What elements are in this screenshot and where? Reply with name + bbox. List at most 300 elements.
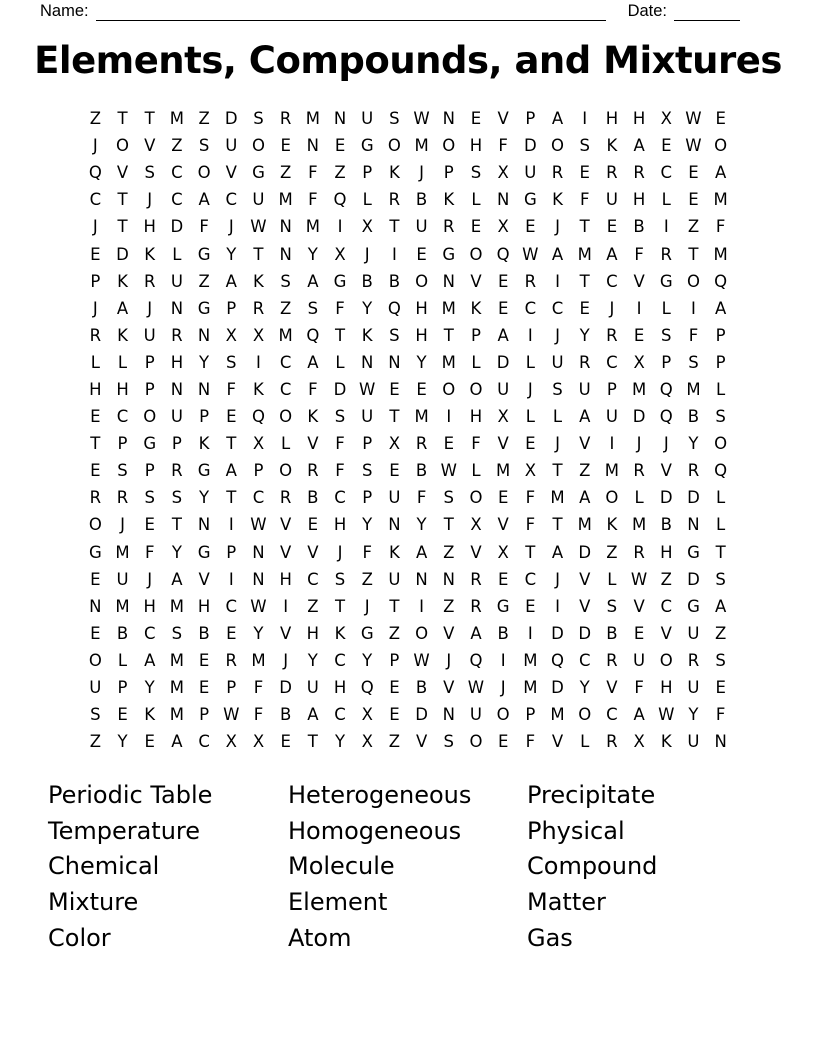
grid-letter: V xyxy=(307,542,319,562)
grid-letter: V xyxy=(579,434,591,454)
grid-letter: B xyxy=(388,271,401,291)
grid-letter: Y xyxy=(416,515,427,535)
grid-letter: A xyxy=(225,461,237,481)
grid-letter: S xyxy=(198,136,210,156)
grid-letter: K xyxy=(606,136,618,156)
grid-letter: O xyxy=(714,136,728,156)
grid-letter: L xyxy=(607,569,617,589)
grid-letter: V xyxy=(280,542,292,562)
grid-letter: E xyxy=(334,136,346,156)
grid-letter: B xyxy=(361,271,373,291)
grid-letter: N xyxy=(89,596,102,616)
grid-letter: K xyxy=(117,325,128,345)
grid-letter: O xyxy=(714,434,728,454)
grid-letter: J xyxy=(636,434,642,454)
grid-letter: H xyxy=(632,190,646,210)
grid-letter: W xyxy=(522,244,539,264)
grid-letter: A xyxy=(415,542,428,562)
grid-letter: T xyxy=(117,217,128,237)
word-list xyxy=(0,778,816,956)
grid-letter: O xyxy=(442,136,456,156)
grid-letter: N xyxy=(687,515,700,535)
word-list-item: Physical xyxy=(527,816,625,845)
grid-letter: U xyxy=(225,136,238,156)
grid-letter: U xyxy=(687,623,700,643)
grid-letter: O xyxy=(279,407,293,427)
grid-letter: M xyxy=(169,650,185,670)
grid-letter: I xyxy=(527,325,533,345)
grid-letter: M xyxy=(577,515,592,535)
grid-letter: L xyxy=(172,244,182,264)
grid-letter: D xyxy=(551,678,564,698)
grid-letter: F xyxy=(498,136,508,156)
grid-letter: H xyxy=(415,298,428,318)
grid-letter: Z xyxy=(443,596,455,616)
grid-letter: V xyxy=(633,596,645,616)
grid-letter: C xyxy=(578,650,591,670)
grid-letter: N xyxy=(197,379,211,399)
grid-letter: P xyxy=(661,352,672,372)
grid-letter: K xyxy=(198,434,210,454)
grid-letter: J xyxy=(147,569,153,589)
grid-letter: X xyxy=(470,515,482,535)
grid-letter: Y xyxy=(688,434,699,454)
grid-letter: U xyxy=(116,569,129,589)
grid-letter: R xyxy=(470,596,482,616)
grid-letter: F xyxy=(335,298,345,318)
grid-letter: Z xyxy=(715,623,727,643)
grid-letter: E xyxy=(470,109,482,129)
grid-letter: E xyxy=(525,596,536,616)
grid-letter: M xyxy=(278,325,293,345)
grid-letter: X xyxy=(633,732,645,752)
grid-letter: B xyxy=(497,623,509,643)
grid-letter: F xyxy=(416,488,427,508)
grid-letter: K xyxy=(552,190,563,210)
grid-letter: O xyxy=(469,244,483,264)
grid-letter: P xyxy=(144,379,155,399)
grid-letter: E xyxy=(416,244,427,264)
grid-letter: X xyxy=(388,434,401,454)
grid-letter: S xyxy=(144,163,155,183)
grid-letter: E xyxy=(90,569,101,589)
grid-letter: C xyxy=(334,705,346,725)
grid-letter: H xyxy=(170,352,184,372)
grid-letter: A xyxy=(497,325,509,345)
grid-letter: T xyxy=(226,434,237,454)
grid-letter: N xyxy=(170,298,184,318)
grid-letter: R xyxy=(633,163,645,183)
grid-letter: J xyxy=(337,542,343,562)
grid-letter: E xyxy=(579,163,590,183)
grid-letter: Z xyxy=(687,217,700,237)
grid-letter: I xyxy=(228,515,234,535)
grid-letter: U xyxy=(415,217,428,237)
grid-letter: K xyxy=(144,244,156,264)
grid-letter: A xyxy=(633,705,645,725)
grid-letter: G xyxy=(197,461,211,481)
grid-letter: T xyxy=(253,244,264,264)
grid-letter: T xyxy=(389,596,400,616)
grid-letter: U xyxy=(306,678,319,698)
grid-letter: S xyxy=(715,569,726,589)
grid-letter: W xyxy=(658,705,675,725)
grid-letter: K xyxy=(388,163,400,183)
grid-letter: I xyxy=(691,298,696,318)
grid-letter: Z xyxy=(198,109,210,129)
grid-letter: N xyxy=(333,109,347,129)
grid-letter: I xyxy=(419,596,425,616)
grid-letter: S xyxy=(715,407,726,427)
grid-letter: E xyxy=(633,325,645,345)
grid-letter: Q xyxy=(333,190,347,210)
grid-letter: M xyxy=(604,461,620,481)
grid-letter: H xyxy=(333,678,347,698)
grid-letter: L xyxy=(525,407,535,427)
grid-letter: F xyxy=(715,217,726,237)
grid-letter: N xyxy=(415,569,428,589)
grid-letter: I xyxy=(391,244,397,264)
grid-letter: F xyxy=(335,434,345,454)
grid-letter: K xyxy=(361,325,373,345)
grid-letter: X xyxy=(252,732,265,752)
grid-letter: G xyxy=(197,298,211,318)
grid-letter: O xyxy=(659,650,673,670)
grid-letter: P xyxy=(171,434,182,454)
grid-letter: C xyxy=(334,650,346,670)
grid-letter: W xyxy=(630,569,648,589)
grid-letter: S xyxy=(90,705,101,725)
grid-letter: O xyxy=(469,488,483,508)
grid-letter: X xyxy=(361,217,373,237)
grid-letter: E xyxy=(389,705,400,725)
grid-letter: E xyxy=(688,163,699,183)
grid-letter: S xyxy=(579,136,590,156)
grid-letter: E xyxy=(715,109,726,129)
grid-letter: M xyxy=(713,190,728,210)
word-list-item: Matter xyxy=(527,888,606,917)
grid-letter: S xyxy=(688,352,699,372)
grid-letter: U xyxy=(469,705,482,725)
grid-letter: Y xyxy=(171,542,182,562)
grid-letter: A xyxy=(144,650,156,670)
grid-letter: F xyxy=(253,678,264,698)
grid-letter: Y xyxy=(144,678,155,698)
grid-letter: Q xyxy=(469,650,483,670)
grid-letter: M xyxy=(550,705,565,725)
grid-letter: U xyxy=(89,678,102,698)
grid-letter: O xyxy=(88,515,102,535)
grid-letter: F xyxy=(362,542,372,562)
grid-letter: S xyxy=(443,488,455,508)
grid-letter: A xyxy=(551,109,564,129)
grid-letter: C xyxy=(171,163,183,183)
grid-letter: N xyxy=(361,352,374,372)
grid-letter: P xyxy=(199,705,210,725)
grid-letter: M xyxy=(305,109,320,129)
grid-letter: E xyxy=(280,732,291,752)
grid-letter: T xyxy=(334,325,346,345)
grid-letter: Z xyxy=(388,732,401,752)
grid-letter: C xyxy=(225,190,238,210)
grid-letter: X xyxy=(225,732,237,752)
grid-letter: K xyxy=(660,732,672,752)
grid-letter: X xyxy=(225,325,237,345)
grid-letter: E xyxy=(443,434,454,454)
page-title: Elements, Compounds, and Mixtures xyxy=(34,39,782,82)
grid-letter: V xyxy=(144,136,156,156)
grid-letter: R xyxy=(606,650,618,670)
grid-letter: A xyxy=(579,488,591,508)
grid-letter: R xyxy=(388,190,401,210)
grid-letter: K xyxy=(470,298,482,318)
word-list-item: Molecule xyxy=(288,852,395,881)
grid-letter: U xyxy=(578,379,591,399)
grid-letter: X xyxy=(252,325,265,345)
grid-letter: U xyxy=(524,163,537,183)
grid-letter: R xyxy=(116,488,129,508)
word-list-item: Color xyxy=(48,923,111,952)
grid-letter: S xyxy=(334,569,346,589)
grid-letter: S xyxy=(552,379,563,399)
grid-letter: V xyxy=(116,163,129,183)
grid-letter: F xyxy=(525,732,536,752)
grid-letter: Q xyxy=(88,163,102,183)
grid-letter: H xyxy=(333,515,347,535)
grid-letter: D xyxy=(224,109,238,129)
grid-letter: E xyxy=(470,217,482,237)
grid-letter: O xyxy=(197,163,211,183)
grid-letter: Z xyxy=(89,732,101,752)
grid-letter: A xyxy=(606,244,618,264)
grid-letter: L xyxy=(90,352,100,372)
grid-letter: J xyxy=(120,515,125,535)
grid-letter: E xyxy=(389,461,400,481)
grid-letter: H xyxy=(469,407,483,427)
grid-letter: X xyxy=(497,542,509,562)
grid-letter: V xyxy=(280,515,292,535)
grid-letter: P xyxy=(199,407,210,427)
grid-letter: Q xyxy=(387,298,401,318)
grid-letter: R xyxy=(171,461,183,481)
grid-letter: I xyxy=(527,623,533,643)
grid-letter: R xyxy=(606,732,618,752)
grid-letter: L xyxy=(716,515,726,535)
grid-letter: U xyxy=(170,407,183,427)
grid-letter: J xyxy=(283,650,289,670)
grid-letter: K xyxy=(117,271,128,291)
grid-letter: M xyxy=(577,244,592,264)
grid-letter: C xyxy=(225,596,238,616)
grid-letter: Q xyxy=(659,379,673,399)
grid-letter: O xyxy=(415,271,429,291)
grid-letter: E xyxy=(307,515,319,535)
grid-letter: S xyxy=(144,488,155,508)
grid-letter: A xyxy=(633,136,645,156)
grid-letter: C xyxy=(606,352,618,372)
grid-letter: C xyxy=(116,407,129,427)
grid-letter: F xyxy=(688,325,699,345)
word-list-item: Precipitate xyxy=(527,781,656,810)
grid-letter: M xyxy=(631,379,647,399)
grid-letter: J xyxy=(364,244,370,264)
grid-letter: S xyxy=(715,650,726,670)
grid-letter: R xyxy=(633,461,645,481)
grid-letter: J xyxy=(364,596,370,616)
grid-letter: R xyxy=(687,650,700,670)
grid-letter: V xyxy=(551,732,564,752)
grid-letter: Q xyxy=(360,678,374,698)
grid-letter: W xyxy=(413,109,430,129)
grid-letter: A xyxy=(715,163,727,183)
grid-letter: D xyxy=(415,705,428,725)
grid-letter: R xyxy=(279,109,292,129)
grid-letter: C xyxy=(89,190,102,210)
grid-letter: A xyxy=(307,271,319,291)
date-blank-line xyxy=(674,4,740,21)
grid-letter: I xyxy=(582,109,588,129)
grid-letter: Y xyxy=(579,325,590,345)
grid-letter: R xyxy=(279,488,292,508)
grid-letter: T xyxy=(117,190,128,210)
grid-letter: I xyxy=(256,352,261,372)
grid-letter: J xyxy=(446,650,452,670)
grid-letter: N xyxy=(388,352,401,372)
grid-letter: P xyxy=(443,163,454,183)
grid-letter: A xyxy=(198,190,210,210)
grid-letter: G xyxy=(442,244,456,264)
grid-letter: Y xyxy=(199,488,210,508)
grid-letter: L xyxy=(471,461,481,481)
grid-letter: Q xyxy=(714,271,728,291)
grid-letter: M xyxy=(414,407,429,427)
grid-letter: E xyxy=(416,379,427,399)
grid-letter: V xyxy=(606,678,618,698)
grid-letter: L xyxy=(281,434,291,454)
grid-letter: U xyxy=(497,379,510,399)
grid-letter: N xyxy=(306,136,320,156)
grid-letter: H xyxy=(306,623,320,643)
grid-letter: V xyxy=(660,461,672,481)
grid-letter: Z xyxy=(280,298,292,318)
header-row xyxy=(0,0,816,21)
grid-letter: H xyxy=(469,136,483,156)
grid-letter: H xyxy=(143,596,156,616)
grid-letter: E xyxy=(198,650,210,670)
grid-letter: T xyxy=(389,407,400,427)
grid-letter: U xyxy=(361,109,374,129)
grid-letter: D xyxy=(496,352,510,372)
grid-letter: R xyxy=(252,298,265,318)
grid-letter: N xyxy=(279,244,292,264)
grid-letter: X xyxy=(334,244,346,264)
word-list-item: Mixture xyxy=(48,888,139,917)
grid-letter: G xyxy=(523,190,537,210)
grid-letter: B xyxy=(279,705,292,725)
grid-letter: P xyxy=(470,325,481,345)
grid-letter: U xyxy=(143,325,156,345)
grid-letter: D xyxy=(687,488,700,508)
grid-letter: I xyxy=(555,271,560,291)
grid-letter: M xyxy=(169,109,185,129)
grid-letter: P xyxy=(362,163,373,183)
grid-letter: R xyxy=(225,650,238,670)
grid-letter: C xyxy=(660,596,673,616)
grid-letter: K xyxy=(253,379,264,399)
grid-letter: V xyxy=(307,434,319,454)
grid-letter: O xyxy=(387,136,401,156)
grid-letter: S xyxy=(253,109,264,129)
grid-letter: V xyxy=(660,623,672,643)
grid-letter: V xyxy=(198,569,210,589)
grid-letter: C xyxy=(606,271,618,291)
grid-letter: B xyxy=(633,217,645,237)
grid-letter: U xyxy=(551,352,564,372)
grid-letter: T xyxy=(307,732,318,752)
grid-letter: P xyxy=(226,298,237,318)
grid-letter: J xyxy=(555,217,560,237)
grid-letter: T xyxy=(144,109,155,129)
grid-letter: Y xyxy=(334,732,346,752)
grid-letter: R xyxy=(660,244,673,264)
grid-letter: G xyxy=(659,271,673,291)
word-search-grid xyxy=(0,105,816,755)
grid-letter: I xyxy=(609,434,615,454)
grid-letter: C xyxy=(334,488,346,508)
grid-letter: X xyxy=(497,217,509,237)
grid-letter: L xyxy=(716,488,726,508)
grid-letter: E xyxy=(497,271,509,291)
grid-letter: C xyxy=(252,488,265,508)
grid-letter: J xyxy=(147,190,153,210)
grid-letter: H xyxy=(660,678,673,698)
grid-letter: J xyxy=(92,136,98,156)
grid-letter: U xyxy=(361,407,374,427)
grid-letter: W xyxy=(440,461,457,481)
grid-letter: G xyxy=(333,271,347,291)
grid-letter: J xyxy=(92,217,98,237)
grid-letter: E xyxy=(90,623,101,643)
word-list-item: Temperature xyxy=(48,816,201,845)
grid-letter: Y xyxy=(579,678,590,698)
grid-letter: H xyxy=(605,109,619,129)
grid-letter: V xyxy=(497,434,509,454)
grid-letter: L xyxy=(117,352,128,372)
grid-letter: S xyxy=(389,109,400,129)
grid-letter: D xyxy=(578,542,592,562)
grid-letter: T xyxy=(226,488,237,508)
grid-letter: P xyxy=(525,705,536,725)
grid-letter: Z xyxy=(606,542,618,562)
grid-letter: M xyxy=(523,650,538,670)
grid-letter: L xyxy=(362,190,372,210)
grid-letter: B xyxy=(606,623,618,643)
grid-letter: Y xyxy=(307,244,318,264)
grid-letter: F xyxy=(471,434,481,454)
grid-letter: K xyxy=(443,190,455,210)
name-blank-line xyxy=(96,4,606,21)
grid-letter: O xyxy=(469,379,483,399)
grid-letter: E xyxy=(226,407,237,427)
grid-letter: B xyxy=(415,190,428,210)
grid-letter: E xyxy=(90,244,101,264)
grid-letter: C xyxy=(551,298,564,318)
grid-letter: X xyxy=(361,705,373,725)
grid-letter: O xyxy=(578,705,592,725)
grid-letter: O xyxy=(251,136,265,156)
grid-letter: D xyxy=(687,569,700,589)
grid-letter: N xyxy=(714,732,727,752)
